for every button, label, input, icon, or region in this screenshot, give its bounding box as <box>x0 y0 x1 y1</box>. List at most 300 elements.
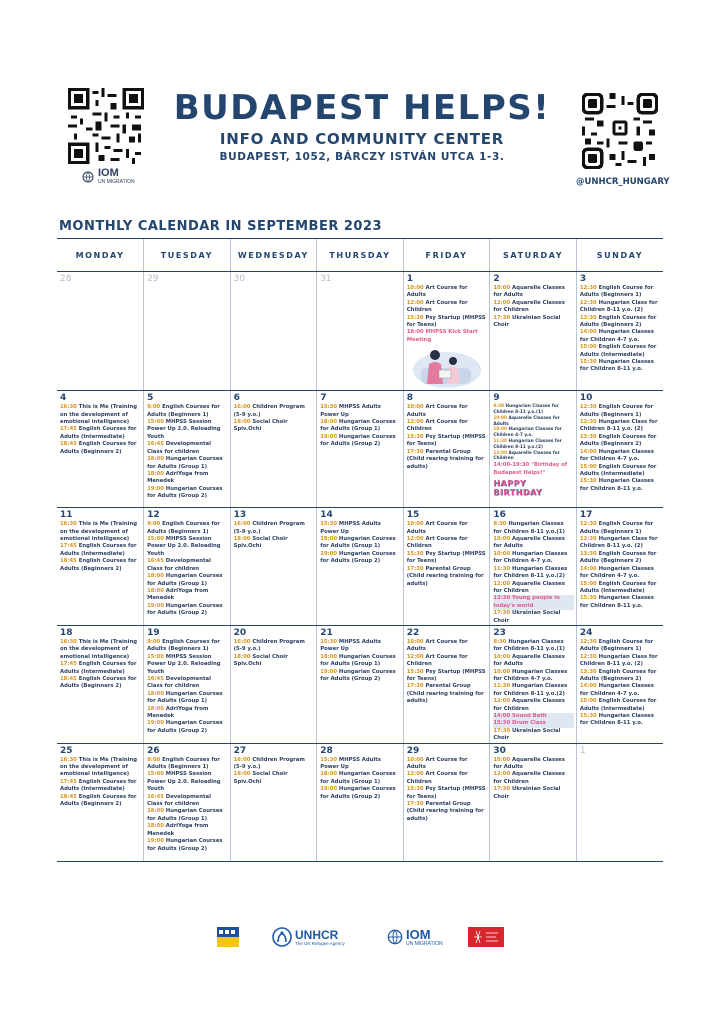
day-cell[interactable] <box>230 743 317 861</box>
event-time: 12:30 <box>579 653 597 660</box>
calendar-grid <box>57 238 663 862</box>
day-number: 29 <box>147 274 159 284</box>
event-title: MHPSS Adults Power Up <box>320 638 381 653</box>
event-item <box>407 285 488 300</box>
event-time: 14:00 <box>579 683 597 690</box>
event-title: English Courses for Adults (Beginners 1) <box>147 638 220 653</box>
day-number: 18 <box>60 627 73 638</box>
event-time: 15:30 <box>406 433 424 440</box>
event-item <box>407 654 488 669</box>
event-title: Aquarelle Classes for Children <box>493 299 565 314</box>
day-number: 21 <box>320 627 333 638</box>
event-time: 10:00 <box>406 404 424 411</box>
day-cell[interactable] <box>317 272 404 391</box>
event-item <box>580 536 661 551</box>
event-title: MHPSS Session Power Up 2.0. Reloading Youth <box>147 419 221 440</box>
event-item <box>493 300 574 315</box>
event-time: 15:30 <box>406 786 424 793</box>
event-title: Aquarelle Classes for Adults <box>493 756 565 771</box>
day-number: 31 <box>320 274 332 284</box>
event-title: Hungarian Class for Children 8-11 y.o. (2) <box>579 653 658 668</box>
event-item <box>320 419 401 434</box>
day-cell[interactable] <box>57 272 144 391</box>
event-item <box>493 720 574 727</box>
day-number: 26 <box>147 745 160 756</box>
event-item <box>493 713 574 720</box>
event-time: 18:00 <box>233 419 251 426</box>
day-cell[interactable] <box>490 391 577 508</box>
event-item <box>60 558 141 573</box>
event-item <box>407 771 488 786</box>
day-number: 25 <box>60 745 73 756</box>
day-number: 5 <box>147 393 154 404</box>
event-item <box>493 786 574 801</box>
event-time: 16:00 <box>233 638 251 645</box>
event-time: 16:00 <box>233 521 251 528</box>
event-item <box>580 669 661 684</box>
event-time: 11:30 <box>493 683 511 690</box>
day-cell[interactable] <box>403 391 490 508</box>
event-title: Developmental Class for children <box>147 793 211 808</box>
event-title: Children Program (5-9 y.o.) <box>233 404 305 418</box>
day-number: 3 <box>579 274 587 284</box>
event-time: 15:00 <box>579 698 597 705</box>
ukraine-aid-logo <box>217 926 239 948</box>
event-title: Children Program (5-9 y.o.) <box>233 638 305 653</box>
event-title: Hungarian Courses for Adults (Group 2) <box>320 786 396 800</box>
event-time: 12:30 <box>579 285 597 291</box>
day-cell[interactable] <box>230 272 317 391</box>
day-cell[interactable] <box>317 508 404 626</box>
event-item <box>580 359 661 374</box>
day-cell[interactable] <box>490 508 577 626</box>
day-cell[interactable] <box>230 508 317 626</box>
event-item <box>234 536 315 551</box>
event-title: English Courses for Adults (Beginners 2) <box>60 441 137 455</box>
event-item <box>493 427 574 439</box>
event-item <box>493 757 574 772</box>
event-time: 18:00 <box>320 419 338 426</box>
event-title: Aquarelle Classes for Adults <box>493 415 560 427</box>
event-title: Psy Startup (MHPSS for Teens) <box>406 314 486 329</box>
day-cell[interactable] <box>317 391 404 508</box>
event-title: MHPSS Session Power Up 2.0. Reloading Youth <box>147 536 221 557</box>
day-cell[interactable] <box>230 391 317 508</box>
event-time: 17:45 <box>60 543 77 550</box>
event-time: 10:00 <box>493 285 511 291</box>
event-item <box>147 558 228 573</box>
event-item <box>60 794 141 809</box>
day-cell[interactable] <box>144 391 231 508</box>
day-number: 1 <box>406 274 414 284</box>
event-title: Psy Startup (MHPSS for Teens) <box>406 433 486 448</box>
event-title: English Courses for Adults (Beginners 1) <box>147 404 220 418</box>
day-cell[interactable] <box>576 272 663 391</box>
event-item <box>234 639 315 654</box>
event-time: 19:00 <box>320 550 338 557</box>
event-title: Art Course for Adults <box>406 285 468 299</box>
event-time: 16:45 <box>147 441 164 448</box>
event-title: Hungarian Classes for Children 8-11 y.o.(2) <box>493 565 568 580</box>
event-item <box>147 794 228 809</box>
event-title: Hungarian Courses for Adults (Group 2) <box>147 485 223 500</box>
day-number: 2 <box>493 274 500 284</box>
event-time: 8:30 <box>493 521 507 528</box>
day-number: 17 <box>579 510 593 521</box>
event-time: 10:00 <box>406 285 424 291</box>
day-number: 30 <box>493 745 506 756</box>
event-time: 15:30 <box>320 404 338 411</box>
event-item <box>147 838 228 853</box>
social-handle: @UNHCR_HUNGARY <box>576 177 670 187</box>
event-title: English Courses for Adults (Beginners 2) <box>60 558 137 572</box>
event-title: Hungarian Courses for Adults (Group 2) <box>147 720 223 734</box>
event-time: 15:30 <box>579 359 597 366</box>
event-time: 18:00 <box>233 653 251 660</box>
event-item <box>234 654 315 669</box>
event-time: 18:00 <box>233 771 251 778</box>
event-item <box>407 419 488 434</box>
event-title: Aquarelle Classes for Children <box>493 450 560 462</box>
event-item <box>147 603 228 618</box>
event-time: 18:00 <box>320 536 338 543</box>
event-item <box>580 521 661 536</box>
iom-globe-icon <box>387 929 403 945</box>
event-item <box>407 329 488 344</box>
event-time: 15:00 <box>579 344 597 351</box>
event-time: 15:30 <box>406 314 424 321</box>
event-title: Hungarian Classes for Children 4-7 y.o. <box>579 565 654 580</box>
event-item <box>60 779 141 794</box>
event-title: Hungarian Classes for Children 8-11 y.o. <box>579 713 654 727</box>
event-time: 17:30 <box>493 314 511 321</box>
event-item <box>147 419 228 441</box>
event-item <box>493 462 574 477</box>
event-title: English Courses for Adults (Beginners 2) <box>60 675 137 690</box>
event-title: Art Course for Adults <box>406 521 468 535</box>
day-number: 9 <box>493 393 500 404</box>
event-time: 16:00 <box>233 404 251 411</box>
event-time: 9:00 <box>147 756 161 763</box>
event-item <box>493 669 574 684</box>
event-time: 18:00 <box>233 536 251 543</box>
day-cell[interactable] <box>317 625 404 743</box>
event-title: Art Course for Children <box>406 771 468 785</box>
day-number: 12 <box>147 510 160 521</box>
weekday-wednesday: WEDNESDAY <box>230 239 317 272</box>
day-cell[interactable] <box>490 272 577 391</box>
event-time: 12:00 <box>493 771 511 778</box>
event-title: Hungarian Courses for Adults (Group 1) <box>147 573 223 587</box>
event-item <box>407 521 488 536</box>
event-time: 19:00 <box>147 602 164 609</box>
event-title: English Course for Adults (Beginners 1) <box>579 521 654 535</box>
calendar-title: MONTHLY CALENDAR IN SEPTEMBER 2023 <box>59 219 383 234</box>
event-item <box>493 416 574 428</box>
event-title: Aquarelle Classes for Children <box>493 771 565 785</box>
event-item <box>493 683 574 698</box>
day-cell[interactable] <box>57 625 144 743</box>
unhcr-logo <box>272 926 345 948</box>
event-time: 10:00 <box>406 756 424 763</box>
event-item <box>493 639 574 654</box>
event-time: 15:30 <box>579 595 597 602</box>
event-time: 15:00 <box>147 419 164 426</box>
day-cell[interactable] <box>576 743 663 861</box>
event-title: Social Choir Spiv.Ochi <box>233 771 288 785</box>
event-item <box>60 404 141 426</box>
event-item <box>580 315 661 330</box>
event-time: 12:00 <box>493 299 511 306</box>
event-item <box>407 449 488 471</box>
event-time: 12:00 <box>493 580 511 587</box>
event-title: Children Program (5-9 y.o.) <box>233 521 305 535</box>
event-title: Hungarian Courses for Adults (Group 1) <box>147 456 223 470</box>
event-time: 15:30 <box>579 713 597 719</box>
event-time: 18:00 <box>147 705 164 712</box>
event-title: Parental Group (Child rearing training for adults) <box>406 801 484 822</box>
event-time: 12:00 <box>406 419 424 426</box>
event-item <box>407 669 488 684</box>
calendar-week-row <box>57 743 663 861</box>
day-cell[interactable] <box>576 391 663 508</box>
event-item <box>147 706 228 721</box>
event-title: English Courses for Adults (Intermediate) <box>579 580 657 594</box>
event-item <box>580 566 661 581</box>
day-number: 24 <box>579 627 593 638</box>
event-title: Hungarian Courses for Adults (Group 1) <box>320 419 396 433</box>
event-title: Art Course for Adults <box>406 404 468 418</box>
event-time: 12:00 <box>406 299 424 306</box>
unhcr-emblem-icon <box>272 927 292 947</box>
event-title: English Courses for Adults (Intermediate) <box>60 661 137 675</box>
event-item <box>493 566 574 581</box>
event-time: 9:00 <box>147 638 161 645</box>
event-title: Hungarian Classes for Children 8-11 y.o.(2) <box>493 439 562 450</box>
event-title: AdriYoga from Menedek <box>147 823 209 837</box>
event-item <box>147 404 228 419</box>
day-cell[interactable] <box>317 743 404 861</box>
event-title: AdriYoga from Menedek <box>147 587 209 602</box>
event-item <box>60 426 141 441</box>
event-title: Aquarelle Classes for Children <box>493 580 565 594</box>
event-item <box>493 536 574 551</box>
calendar-week-row <box>57 508 663 626</box>
event-time: 17:30 <box>406 683 424 690</box>
event-time: 18:00 <box>147 823 164 830</box>
event-time: 18:45 <box>60 675 77 682</box>
event-title: Hungarian Classes for Children 8-11 y.o.(1) <box>493 404 559 416</box>
event-time: 15:00 <box>579 580 597 587</box>
day-cell[interactable] <box>57 743 144 861</box>
event-time: 10:00 <box>406 521 424 528</box>
event-item <box>147 691 228 706</box>
event-title: This is Me (Training on the development of emotional intelligence) <box>60 404 138 426</box>
event-item <box>580 713 661 728</box>
iom-globe-icon <box>82 171 94 183</box>
event-time: 10:00 <box>493 668 511 675</box>
event-item <box>580 329 661 344</box>
event-item <box>407 801 488 823</box>
event-time: 15:30 <box>320 638 338 645</box>
event-item <box>320 521 401 536</box>
day-cell[interactable] <box>144 743 231 861</box>
event-title: Hungarian Classes for Children 4-7 y.o. <box>579 683 654 697</box>
event-title: MHPSS Adults Power Up <box>320 756 381 771</box>
event-time: 16:30 <box>60 638 77 645</box>
event-item <box>147 573 228 588</box>
event-item <box>407 536 488 551</box>
event-title: MHPSS Session Power Up 2.0. Reloading Youth <box>147 653 221 675</box>
event-item <box>407 639 488 654</box>
event-title: Social Choir Spiv.Ochi <box>233 419 288 433</box>
day-cell[interactable] <box>403 508 490 626</box>
day-cell[interactable] <box>403 272 490 391</box>
event-title: Psy Startup (MHPSS for Teens) <box>406 668 486 682</box>
event-time: 10:00 <box>493 756 511 763</box>
event-time: 18:00 <box>320 771 338 778</box>
address: BUDAPEST, 1052, BÁRCZY ISTVÁN UTCA 1-3. <box>219 151 505 163</box>
event-title: MHPSS Session Power Up 2.0. Reloading Youth <box>147 771 221 793</box>
event-time: 10:00 <box>406 638 424 645</box>
event-item <box>320 654 401 669</box>
day-cell[interactable] <box>576 625 663 743</box>
event-item <box>407 566 488 588</box>
day-cell[interactable] <box>490 743 577 861</box>
event-title: This is Me (Training on the development of emotional intelligence) <box>60 521 138 543</box>
event-item <box>147 823 228 838</box>
event-item <box>147 808 228 823</box>
calendar-week-row <box>57 391 663 508</box>
iom-footer-name: IOM <box>406 926 431 942</box>
event-title: Hungarian Courses for Adults (Group 2) <box>147 602 223 617</box>
event-time: 19:00 <box>147 485 164 492</box>
event-title: This is Me (Training on the development of emotional intelligence) <box>60 638 138 660</box>
event-time: 10:00 <box>493 653 511 660</box>
event-time: 12:30 <box>579 521 597 528</box>
day-cell[interactable] <box>57 391 144 508</box>
day-cell[interactable] <box>144 272 231 391</box>
event-title: Psy Startup (MHPSS for Teens) <box>406 786 486 800</box>
event-time: 16:30 <box>60 756 77 763</box>
event-time: 14:00 <box>579 329 597 336</box>
event-title: English Courses for Adults (Beginners 2) <box>579 550 657 565</box>
weekday-monday: MONDAY <box>57 239 144 272</box>
event-title: English Course for Adults (Beginners 1) <box>579 285 654 299</box>
day-cell[interactable] <box>144 625 231 743</box>
event-time: 15:30 <box>320 756 338 763</box>
event-item <box>580 581 661 596</box>
event-title: Hungarian Classes for Children 8-11 y.o.(2) <box>493 683 568 697</box>
event-time: 13:30 <box>579 550 597 557</box>
event-item <box>580 344 661 359</box>
event-item <box>580 683 661 698</box>
weekday-friday: FRIDAY <box>403 239 490 272</box>
iom-sub: UN MIGRATION <box>98 179 135 185</box>
day-cell[interactable] <box>403 743 490 861</box>
day-number: 27 <box>233 745 247 756</box>
event-item <box>320 404 401 419</box>
day-cell[interactable] <box>403 625 490 743</box>
event-title: English Courses for Adults (Beginners 1) <box>147 756 220 771</box>
event-item <box>320 786 401 801</box>
event-time: 18:00 <box>147 470 164 477</box>
event-time: 12:00 <box>406 653 424 660</box>
event-item <box>493 698 574 713</box>
partner-logos <box>0 926 724 948</box>
event-time: 17:45 <box>60 778 77 785</box>
event-time: 16:00 <box>233 756 251 763</box>
event-title: Hungarian Classes for Children 8-11 y.o.(1) <box>493 638 565 653</box>
event-time: 14:00 <box>579 448 597 455</box>
event-item <box>60 676 141 691</box>
event-time: 18:00 <box>147 690 164 697</box>
event-title: Children Program (5-9 y.o.) <box>233 756 305 771</box>
event-item <box>580 285 661 300</box>
day-cell[interactable] <box>490 625 577 743</box>
event-title: Hungarian Classes for Children 4-7 y.o. <box>493 668 568 682</box>
day-number: 6 <box>233 393 240 404</box>
day-cell[interactable] <box>57 508 144 626</box>
event-item <box>493 451 574 463</box>
day-cell[interactable] <box>230 625 317 743</box>
event-item <box>147 486 228 501</box>
event-item <box>580 404 661 419</box>
event-time: 17:45 <box>60 661 77 668</box>
event-item <box>147 456 228 471</box>
event-title: English Courses for Adults (Intermediate) <box>579 344 657 358</box>
event-title: Developmental Class for children <box>147 558 211 572</box>
event-item <box>407 757 488 772</box>
event-time: 15:00 <box>147 536 164 543</box>
event-time: 10:00 <box>493 536 511 543</box>
event-title: Ukrainian Social Choir <box>493 314 561 329</box>
event-time: 19:00 <box>320 786 338 793</box>
event-title: Hungarian Class for Children 8-11 y.o. (2) <box>579 299 658 314</box>
event-time: 18:00 <box>147 573 164 580</box>
event-item <box>320 757 401 772</box>
event-time: 9:00 <box>147 521 161 528</box>
event-title: Art Course for Adults <box>406 638 468 653</box>
event-title: English Courses for Adults (Intermediate) <box>60 543 137 557</box>
event-title: Hungarian Courses for Adults (Group 2) <box>320 668 396 682</box>
day-cell[interactable] <box>576 508 663 626</box>
red-cross-style-logo <box>468 926 504 948</box>
event-item <box>147 757 228 772</box>
event-title: AdriYoga from Menedek <box>147 705 209 719</box>
event-time: 17:30 <box>406 801 424 808</box>
event-time: 8:30 <box>493 638 507 645</box>
day-number: 20 <box>233 627 247 638</box>
calendar-week-row <box>57 272 663 391</box>
event-item <box>60 543 141 558</box>
event-time: 17:30 <box>493 610 511 617</box>
banner-text: HAPPY BIRTHDAY <box>493 479 543 498</box>
event-item <box>320 669 401 684</box>
event-title: 13:30 Young people in today's world <box>493 595 560 609</box>
event-item <box>407 404 488 419</box>
event-time: 10:00 <box>493 427 507 433</box>
event-item <box>234 419 315 434</box>
event-title: Social Choir Spiv.Ochi <box>233 536 288 550</box>
event-time: 12:30 <box>579 536 597 543</box>
event-title: 14:00 Sound Bath <box>493 713 547 719</box>
parent-child-reading-illustration <box>407 346 488 390</box>
event-item <box>493 551 574 566</box>
event-title: Art Course for Children <box>406 419 468 433</box>
day-cell[interactable] <box>144 508 231 626</box>
unhcr-sub: The UN Refugee Agency <box>295 940 345 946</box>
